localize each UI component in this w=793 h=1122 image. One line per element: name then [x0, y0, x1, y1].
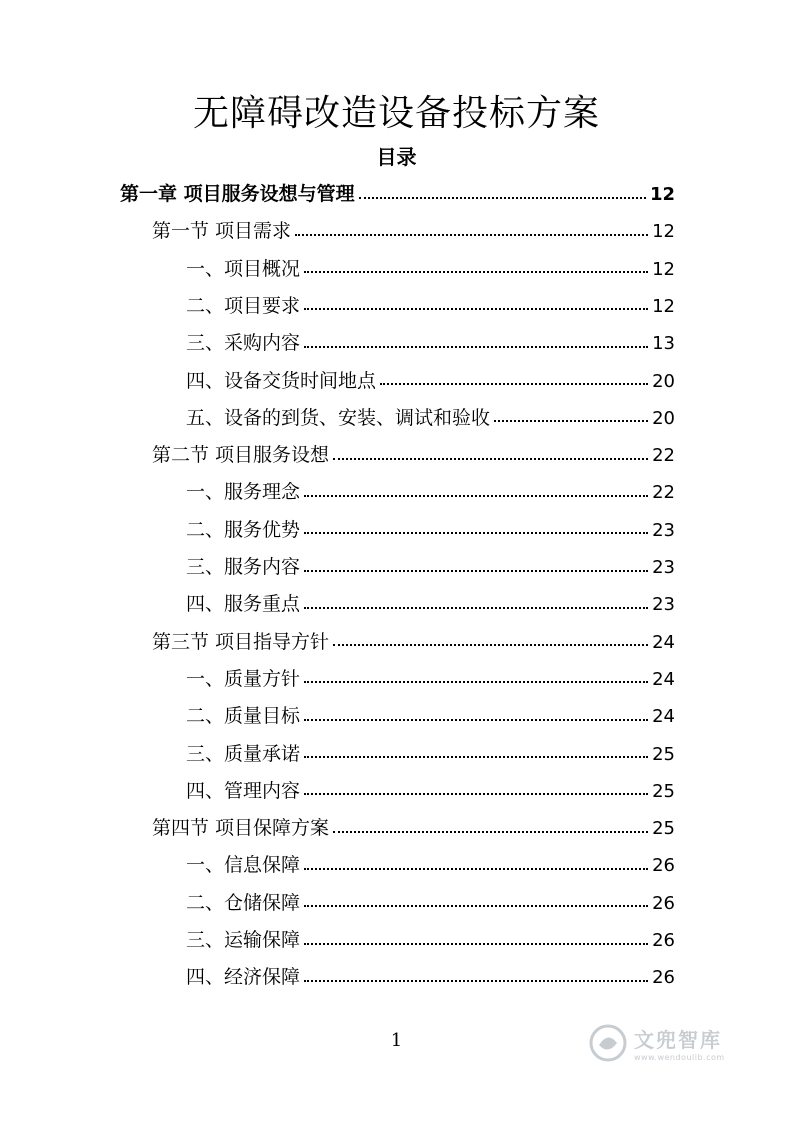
toc-entry-label: 二、服务优势 — [186, 518, 301, 541]
toc-entry-label: 第四节 项目保障方案 — [152, 817, 330, 840]
toc-entry-label: 三、服务内容 — [186, 556, 301, 578]
toc-entry[interactable] — [186, 363, 675, 400]
toc-entry[interactable] — [152, 624, 675, 661]
toc-entry[interactable] — [186, 736, 675, 773]
toc-leader-dots — [304, 495, 648, 497]
toc-entry-label: 第一节 项目需求 — [152, 220, 292, 243]
toc-entry-label: 第三节 项目指导方针 — [152, 630, 330, 653]
toc-entry[interactable] — [186, 325, 675, 362]
toc-entry-label: 四、管理内容 — [186, 779, 301, 802]
toc-entry-page: 23 — [652, 519, 675, 541]
toc-leader-dots — [333, 644, 648, 646]
toc-leader-dots — [295, 234, 648, 236]
toc-entry[interactable] — [120, 176, 675, 213]
watermark-name: 文兜智库 — [634, 1028, 722, 1052]
toc-entry[interactable] — [186, 959, 675, 996]
toc-entry-page: 23 — [652, 594, 675, 616]
toc-entry-page: 26 — [652, 892, 675, 914]
toc-leader-dots — [304, 756, 648, 758]
toc-entry[interactable] — [186, 885, 675, 922]
toc-entry-page: 12 — [649, 184, 675, 205]
toc-entry[interactable] — [186, 549, 675, 586]
toc-entry-label: 二、项目要求 — [186, 294, 301, 317]
toc-entry-page: 26 — [652, 930, 675, 951]
toc-entry-label: 三、采购内容 — [186, 332, 301, 355]
toc-entry-page: 20 — [652, 407, 675, 429]
toc-leader-dots — [304, 719, 648, 721]
toc-entry-label: 第二节 项目服务设想 — [152, 444, 330, 467]
toc-leader-dots — [494, 420, 648, 422]
toc-entry-page: 22 — [652, 445, 675, 467]
document-title: 无障碍改造设备投标方案 — [192, 93, 600, 134]
toc-entry[interactable] — [186, 288, 675, 325]
toc-entry-label: 一、服务理念 — [186, 481, 301, 504]
toc-leader-dots — [304, 943, 648, 945]
toc-leader-dots — [304, 607, 648, 609]
toc-leader-dots — [304, 570, 648, 572]
toc-entry[interactable] — [186, 922, 675, 959]
toc-entry[interactable] — [152, 810, 675, 847]
toc-entry[interactable] — [186, 661, 675, 698]
toc-entry[interactable] — [186, 698, 675, 735]
toc-entry-label: 第一章 项目服务设想与管理 — [120, 183, 355, 205]
toc-entry[interactable] — [186, 586, 675, 623]
toc-entry-page: 25 — [652, 743, 675, 765]
toc-entry[interactable] — [186, 773, 675, 810]
toc-entry[interactable] — [186, 400, 675, 437]
toc-entry[interactable] — [186, 847, 675, 884]
watermark-url: www.wendoulib.com — [634, 1053, 725, 1062]
toc-entry-label: 一、项目概况 — [186, 257, 301, 280]
toc-leader-dots — [304, 271, 648, 273]
toc-leader-dots — [380, 383, 648, 385]
toc-leader-dots — [304, 681, 648, 683]
toc-leader-dots — [304, 346, 648, 348]
toc-leader-dots — [304, 308, 648, 310]
toc-entry[interactable] — [186, 251, 675, 288]
toc-entry-page: 22 — [652, 482, 675, 504]
toc-entry-page: 24 — [652, 668, 675, 690]
toc-leader-dots — [304, 532, 648, 534]
toc-entry-page: 12 — [652, 258, 675, 280]
toc-entry[interactable] — [186, 512, 675, 549]
toc-entry-page: 13 — [652, 333, 675, 355]
toc-entry-page: 12 — [652, 221, 675, 243]
watermark — [588, 1018, 758, 1068]
toc-entry-label: 二、仓储保障 — [186, 891, 301, 914]
toc-leader-dots — [304, 793, 648, 795]
toc-entry-label: 一、质量方针 — [186, 667, 301, 690]
toc-entry-label: 二、质量目标 — [186, 705, 301, 728]
toc-entry-page: 25 — [652, 780, 675, 802]
toc-entry-label: 五、设备的到货、安装、调试和验收 — [186, 406, 491, 429]
toc-leader-dots — [304, 980, 648, 982]
toc-entry-page: 26 — [652, 855, 675, 877]
toc-entry-label: 三、质量承诺 — [186, 742, 301, 765]
toc-leader-dots — [304, 868, 648, 870]
toc-entry-page: 24 — [652, 631, 675, 653]
toc-leader-dots — [333, 458, 648, 460]
toc-entry-label: 一、信息保障 — [186, 854, 301, 877]
toc-entry-page: 20 — [652, 370, 675, 392]
toc-entry-page: 25 — [652, 818, 675, 840]
toc-entry-page: 26 — [652, 967, 675, 989]
toc-leader-dots — [333, 831, 648, 833]
toc-entry[interactable] — [152, 437, 675, 474]
toc-entry-page: 23 — [652, 557, 675, 578]
page-number: 1 — [390, 1030, 403, 1051]
toc-heading: 目录 — [376, 145, 417, 169]
toc-entry-label: 四、设备交货时间地点 — [186, 369, 377, 392]
toc-entry-label: 三、运输保障 — [186, 929, 301, 951]
toc-entry-label: 四、经济保障 — [186, 966, 301, 989]
toc-leader-dots — [359, 197, 646, 199]
toc-entry[interactable] — [186, 474, 675, 511]
toc-entry-page: 24 — [652, 706, 675, 728]
toc-entry-label: 四、服务重点 — [186, 593, 301, 616]
wendou-logo-icon — [588, 1023, 628, 1063]
toc-entry[interactable] — [152, 213, 675, 250]
toc-leader-dots — [304, 905, 648, 907]
toc-entry-page: 12 — [652, 295, 675, 317]
